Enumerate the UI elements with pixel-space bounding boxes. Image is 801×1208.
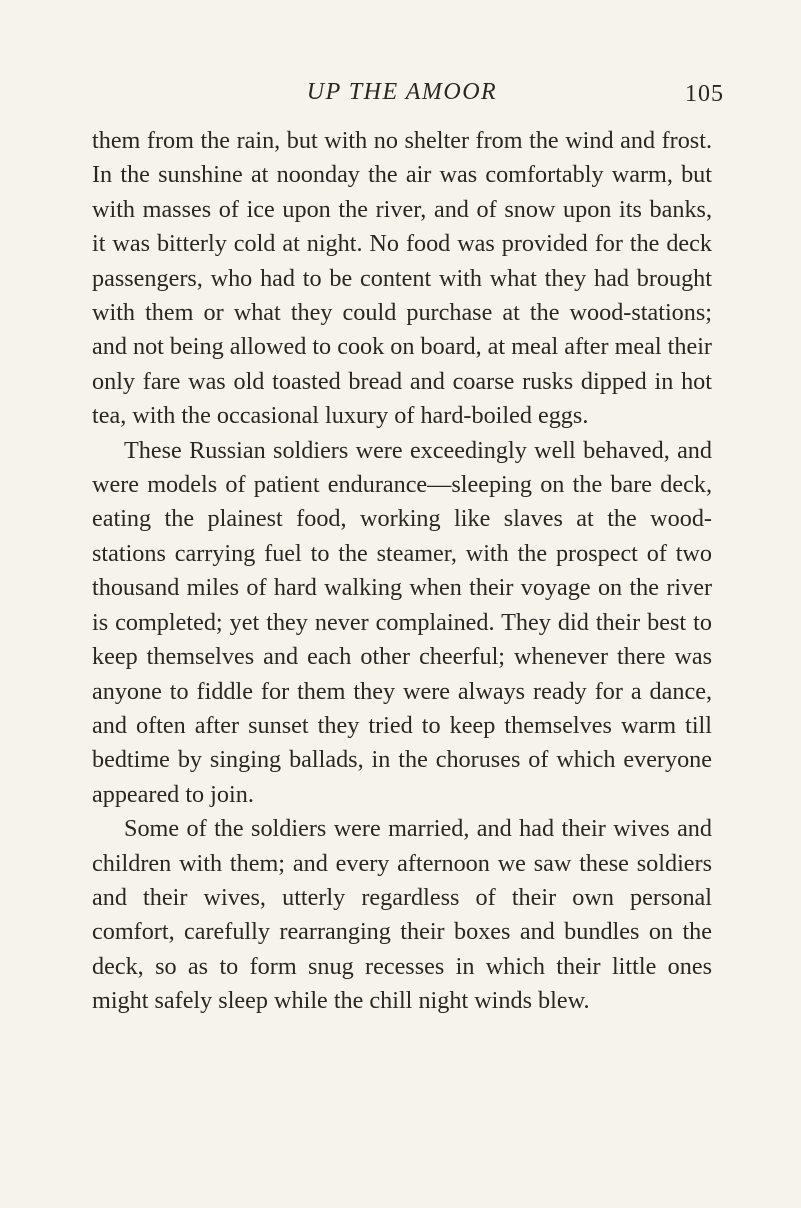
page-number: 105	[685, 81, 724, 107]
running-title: UP THE AMOOR	[306, 79, 498, 105]
paragraph-russian-soldiers: These Russian soldiers were exceedingly well behaved, and were models of patient endurance—sleeping on the bare deck, eating the plainest food, working like slaves at the wood-stations carrying fuel to the steamer, with the prospect of two thousand miles of hard walking when their voyage on the river is completed; yet they never complained. They did their best to keep themselves and each other cheerful; whenever there was anyone to fiddle for them they were always ready for a dance, and often after sunset they tried to keep themselves warm till bedtime by singing ballads, in the choruses of which everyone appeared to join.	[92, 436, 712, 808]
paragraph-married-soldiers: Some of the soldiers were married, and had their wives and children with them; and every afternoon we saw these soldiers and their wives, utterly regardless of their own personal comfort, carefully rearranging their boxes and bundles on the deck, so as to form snug recesses in which their little ones might safely sleep while the chill night winds blew.	[92, 815, 712, 1015]
body-text	[92, 124, 712, 1019]
running-head	[92, 78, 724, 118]
paragraph-continued: them from the rain, but with no shelter from the wind and frost. In the sunshine at noonday the air was comfortably warm, but with masses of ice upon the river, and of snow upon its banks, it was bitterly cold at night. No food was provided for the deck passengers, who had to be content with what they had brought with them or what they could purchase at the wood-stations; and not being allowed to cook on board, at meal after meal their only fare was old toasted bread and coarse rusks dipped in hot tea, with the occasional luxury of hard-boiled eggs.	[92, 127, 712, 430]
